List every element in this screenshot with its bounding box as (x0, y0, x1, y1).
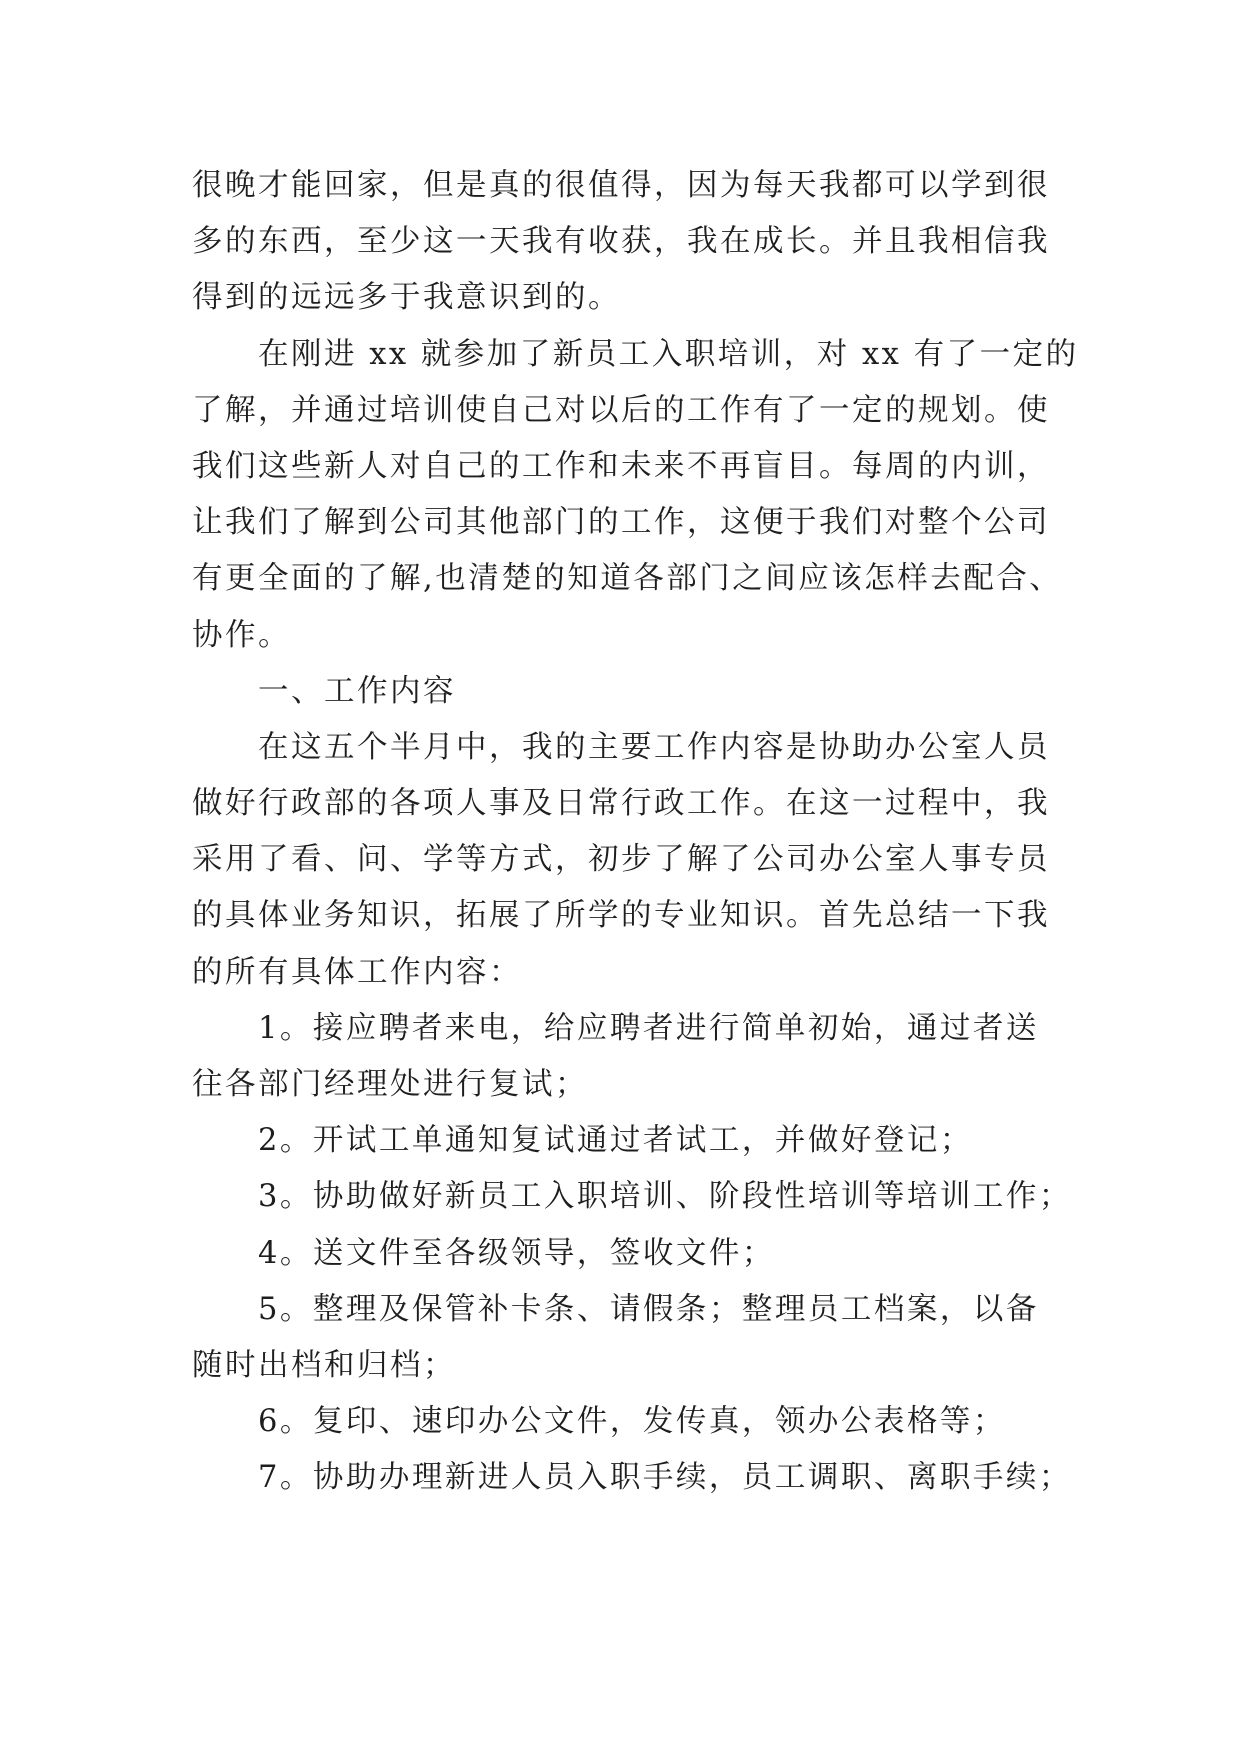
text-line: 让我们了解到公司其他部门的工作，这便于我们对整个公司 (192, 505, 1050, 541)
text-line: 6。复印、速印办公文件，发传真，领办公表格等； (258, 1404, 1006, 1440)
text-line: 随时出档和归档； (192, 1347, 456, 1383)
text-line: 在这五个半月中，我的主要工作内容是协助办公室人员 (258, 729, 1050, 765)
text-line: 2。开试工单通知复试通过者试工，并做好登记； (258, 1123, 973, 1159)
text-line: 协作。 (192, 617, 291, 653)
text-line: 很晚才能回家，但是真的很值得，因为每天我都可以学到很 (192, 168, 1050, 203)
text-line: 做好行政部的各项人事及日常行政工作。在这一过程中，我 (192, 786, 1050, 822)
text-line: 在刚进 xx 就参加了新员工入职培训，对 xx 有了一定的 (258, 336, 1079, 372)
text-line: 采用了看、问、学等方式，初步了解了公司办公室人事专员 (192, 842, 1050, 878)
text-line: 往各部门经理处进行复试； (192, 1067, 588, 1102)
text-line: 4。送文件至各级领导，签收文件； (258, 1235, 775, 1271)
text-line: 多的东西，至少这一天我有收获，我在成长。并且我相信我 (192, 224, 1050, 260)
text-line: 7。协助办理新进人员入职手续，员工调职、离职手续； (258, 1460, 1072, 1496)
text-line: 1。接应聘者来电，给应聘者进行简单初始，通过者送 (258, 1010, 1039, 1046)
text-line: 我们这些新人对自己的工作和未来不再盲目。每周的内训， (192, 448, 1050, 484)
text-line: 的所有具体工作内容： (192, 954, 522, 990)
text-line: 3。协助做好新员工入职培训、阶段性培训等培训工作； (258, 1179, 1072, 1215)
text-line: 了解，并通过培训使自己对以后的工作有了一定的规划。使 (192, 392, 1050, 428)
text-line: 有更全面的了解,也清楚的知道各部门之间应该怎样去配合、 (192, 561, 1063, 597)
text-line: 5。整理及保管补卡条、请假条；整理员工档案，以备 (258, 1291, 1039, 1327)
text-line: 得到的远远多于我意识到的。 (192, 280, 621, 316)
text-line: 一、工作内容 (258, 673, 456, 709)
text-line: 的具体业务知识，拓展了所学的专业知识。首先总结一下我 (192, 898, 1050, 934)
document-body (192, 158, 1079, 1507)
